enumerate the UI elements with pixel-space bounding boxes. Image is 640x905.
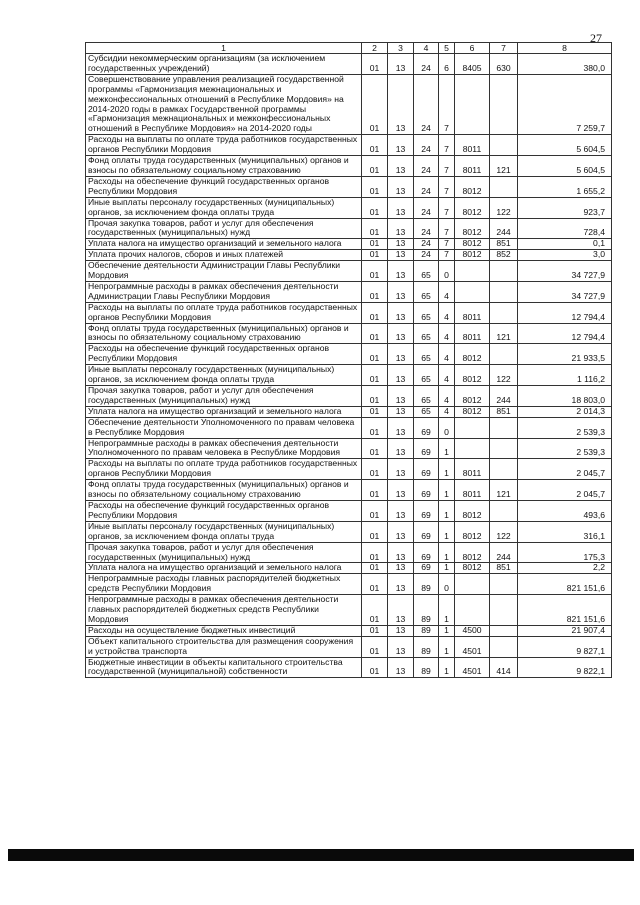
subsection-code-cell: 13 — [388, 500, 414, 521]
table-body — [86, 54, 612, 678]
section-code-cell: 01 — [362, 625, 388, 636]
section-code-cell: 01 — [362, 657, 388, 678]
row-name-cell: Иные выплаты персоналу государственных (муниципальных) органов, за исключением фонда оплаты труда — [86, 521, 362, 542]
row-name-cell: Обеспечение деятельности Администрации Главы Республики Мордовия — [86, 261, 362, 282]
subprogram-code-cell: 7 — [439, 250, 455, 261]
subsection-code-cell: 13 — [388, 197, 414, 218]
section-code-cell: 01 — [362, 438, 388, 459]
expense-code-cell: 8011 — [455, 459, 490, 480]
subsection-code-cell: 13 — [388, 74, 414, 134]
row-name-cell: Расходы на обеспечение функций государственных органов Республики Мордовия — [86, 344, 362, 365]
expense-code-cell: 8011 — [455, 480, 490, 501]
section-code-cell: 01 — [362, 239, 388, 250]
type-code-cell — [490, 595, 518, 626]
section-code-cell: 01 — [362, 480, 388, 501]
amount-cell: 2 014,3 — [518, 406, 612, 417]
section-code-cell: 01 — [362, 74, 388, 134]
subsection-code-cell: 13 — [388, 323, 414, 344]
section-code-cell: 01 — [362, 574, 388, 595]
table-row — [86, 459, 612, 480]
subprogram-code-cell: 1 — [439, 480, 455, 501]
type-code-cell — [490, 281, 518, 302]
table-row — [86, 636, 612, 657]
subprogram-code-cell: 4 — [439, 406, 455, 417]
subprogram-code-cell: 1 — [439, 542, 455, 563]
table-row — [86, 365, 612, 386]
row-name-cell: Непрограммные расходы в рамках обеспечения деятельности Администрации Главы Республики Мордовия — [86, 281, 362, 302]
section-code-cell: 01 — [362, 406, 388, 417]
row-name-cell: Уплата налога на имущество организаций и земельного налога — [86, 563, 362, 574]
expense-code-cell: 4500 — [455, 625, 490, 636]
amount-cell: 175,3 — [518, 542, 612, 563]
table-row — [86, 500, 612, 521]
type-code-cell: 851 — [490, 406, 518, 417]
section-code-cell: 01 — [362, 54, 388, 75]
row-name-cell: Совершенствование управления реализацией государственной программы «Гармонизация межнациональных и межконфессиональных отношений в Республике Мордовия» на 2014-2020 годы в рамках Государственной программы «Гармонизация межнациональных и межконфессиональных отношений в Республике Мордовия» на 2014-2020 годы — [86, 74, 362, 134]
amount-cell: 12 794,4 — [518, 323, 612, 344]
subprogram-code-cell: 4 — [439, 302, 455, 323]
type-code-cell — [490, 261, 518, 282]
expense-code-cell — [455, 438, 490, 459]
subprogram-code-cell: 0 — [439, 574, 455, 595]
type-code-cell — [490, 302, 518, 323]
row-name-cell: Уплата налога на имущество организаций и земельного налога — [86, 406, 362, 417]
column-header-3: 3 — [388, 43, 414, 54]
expense-code-cell: 8012 — [455, 406, 490, 417]
section-code-cell: 01 — [362, 386, 388, 407]
type-code-cell: 414 — [490, 657, 518, 678]
subsection-code-cell: 13 — [388, 250, 414, 261]
column-header-6: 6 — [455, 43, 490, 54]
type-code-cell — [490, 438, 518, 459]
row-name-cell: Уплата прочих налогов, сборов и иных платежей — [86, 250, 362, 261]
type-code-cell — [490, 574, 518, 595]
subsection-code-cell: 13 — [388, 386, 414, 407]
expense-code-cell: 8012 — [455, 250, 490, 261]
program-code-cell: 69 — [414, 480, 439, 501]
type-code-cell — [490, 500, 518, 521]
section-code-cell: 01 — [362, 250, 388, 261]
expense-code-cell — [455, 281, 490, 302]
subprogram-code-cell: 7 — [439, 239, 455, 250]
expense-code-cell — [455, 74, 490, 134]
expense-code-cell: 8012 — [455, 218, 490, 239]
program-code-cell: 65 — [414, 344, 439, 365]
row-name-cell: Фонд оплаты труда государственных (муниципальных) органов и взносы по обязательному социальному страхованию — [86, 323, 362, 344]
expense-code-cell: 8011 — [455, 302, 490, 323]
expense-code-cell — [455, 595, 490, 626]
row-name-cell: Непрограммные расходы главных распорядителей бюджетных средств Республики Мордовия — [86, 574, 362, 595]
table-row — [86, 595, 612, 626]
row-name-cell: Прочая закупка товаров, работ и услуг для обеспечения государственных (муниципальных) нужд — [86, 218, 362, 239]
amount-cell: 21 933,5 — [518, 344, 612, 365]
section-code-cell: 01 — [362, 563, 388, 574]
type-code-cell: 244 — [490, 542, 518, 563]
amount-cell: 3,0 — [518, 250, 612, 261]
table-row — [86, 135, 612, 156]
section-code-cell: 01 — [362, 500, 388, 521]
section-code-cell: 01 — [362, 365, 388, 386]
amount-cell: 34 727,9 — [518, 261, 612, 282]
program-code-cell: 69 — [414, 500, 439, 521]
table-row — [86, 261, 612, 282]
amount-cell: 316,1 — [518, 521, 612, 542]
page-number: 27 — [590, 31, 602, 45]
program-code-cell: 24 — [414, 74, 439, 134]
table-row — [86, 176, 612, 197]
row-name-cell: Расходы на обеспечение функций государственных органов Республики Мордовия — [86, 500, 362, 521]
amount-cell: 2 539,3 — [518, 438, 612, 459]
program-code-cell: 69 — [414, 417, 439, 438]
type-code-cell: 122 — [490, 521, 518, 542]
program-code-cell: 24 — [414, 176, 439, 197]
program-code-cell: 65 — [414, 323, 439, 344]
subprogram-code-cell: 1 — [439, 438, 455, 459]
type-code-cell: 121 — [490, 156, 518, 177]
subprogram-code-cell: 1 — [439, 563, 455, 574]
expense-code-cell: 8012 — [455, 197, 490, 218]
program-code-cell: 69 — [414, 438, 439, 459]
subsection-code-cell: 13 — [388, 625, 414, 636]
table-row — [86, 281, 612, 302]
amount-cell: 5 604,5 — [518, 135, 612, 156]
program-code-cell: 24 — [414, 197, 439, 218]
subsection-code-cell: 13 — [388, 636, 414, 657]
section-code-cell: 01 — [362, 176, 388, 197]
row-name-cell: Прочая закупка товаров, работ и услуг для обеспечения государственных (муниципальных) нужд — [86, 542, 362, 563]
subprogram-code-cell: 0 — [439, 417, 455, 438]
column-header-1: 1 — [86, 43, 362, 54]
type-code-cell — [490, 625, 518, 636]
program-code-cell: 89 — [414, 636, 439, 657]
table-row — [86, 323, 612, 344]
program-code-cell: 24 — [414, 156, 439, 177]
row-name-cell: Расходы на выплаты по оплате труда работников государственных органов Республики Мордовия — [86, 459, 362, 480]
subprogram-code-cell: 1 — [439, 459, 455, 480]
subsection-code-cell: 13 — [388, 459, 414, 480]
subprogram-code-cell: 7 — [439, 176, 455, 197]
type-code-cell — [490, 344, 518, 365]
expense-code-cell: 8012 — [455, 500, 490, 521]
expense-code-cell: 8012 — [455, 563, 490, 574]
program-code-cell: 89 — [414, 625, 439, 636]
scan-edge-bar — [8, 849, 634, 861]
row-name-cell: Фонд оплаты труда государственных (муниципальных) органов и взносы по обязательному социальному страхованию — [86, 480, 362, 501]
program-code-cell: 24 — [414, 54, 439, 75]
table-header-row — [86, 43, 612, 54]
amount-cell: 380,0 — [518, 54, 612, 75]
type-code-cell: 851 — [490, 239, 518, 250]
table-row — [86, 657, 612, 678]
type-code-cell: 121 — [490, 323, 518, 344]
subsection-code-cell: 13 — [388, 344, 414, 365]
amount-cell: 5 604,5 — [518, 156, 612, 177]
subsection-code-cell: 13 — [388, 480, 414, 501]
subprogram-code-cell: 4 — [439, 365, 455, 386]
table-row — [86, 417, 612, 438]
expense-code-cell: 4501 — [455, 636, 490, 657]
section-code-cell: 01 — [362, 156, 388, 177]
expense-code-cell: 8011 — [455, 156, 490, 177]
expense-code-cell: 8405 — [455, 54, 490, 75]
table-row — [86, 480, 612, 501]
subprogram-code-cell: 7 — [439, 218, 455, 239]
row-name-cell: Обеспечение деятельности Уполномоченного по правам человека в Республике Мордовия — [86, 417, 362, 438]
amount-cell: 2 045,7 — [518, 480, 612, 501]
subsection-code-cell: 13 — [388, 438, 414, 459]
row-name-cell: Расходы на обеспечение функций государственных органов Республики Мордовия — [86, 176, 362, 197]
subsection-code-cell: 13 — [388, 574, 414, 595]
section-code-cell: 01 — [362, 417, 388, 438]
type-code-cell: 122 — [490, 197, 518, 218]
program-code-cell: 69 — [414, 542, 439, 563]
amount-cell: 0,1 — [518, 239, 612, 250]
table-row — [86, 197, 612, 218]
row-name-cell: Непрограммные расходы в рамках обеспечения деятельности главных распорядителей бюджетных средств Республики Мордовия — [86, 595, 362, 626]
type-code-cell: 630 — [490, 54, 518, 75]
subsection-code-cell: 13 — [388, 563, 414, 574]
amount-cell: 7 259,7 — [518, 74, 612, 134]
section-code-cell: 01 — [362, 344, 388, 365]
subprogram-code-cell: 1 — [439, 521, 455, 542]
section-code-cell: 01 — [362, 542, 388, 563]
section-code-cell: 01 — [362, 135, 388, 156]
table-row — [86, 156, 612, 177]
subsection-code-cell: 13 — [388, 281, 414, 302]
expense-code-cell — [455, 574, 490, 595]
subprogram-code-cell: 4 — [439, 323, 455, 344]
program-code-cell: 24 — [414, 250, 439, 261]
table-row — [86, 239, 612, 250]
type-code-cell — [490, 74, 518, 134]
section-code-cell: 01 — [362, 197, 388, 218]
expense-code-cell: 8012 — [455, 176, 490, 197]
type-code-cell: 122 — [490, 365, 518, 386]
subsection-code-cell: 13 — [388, 417, 414, 438]
expense-code-cell — [455, 417, 490, 438]
table-row — [86, 344, 612, 365]
subprogram-code-cell: 1 — [439, 500, 455, 521]
program-code-cell: 24 — [414, 239, 439, 250]
table-row — [86, 218, 612, 239]
subprogram-code-cell: 4 — [439, 281, 455, 302]
subprogram-code-cell: 7 — [439, 156, 455, 177]
row-name-cell: Прочая закупка товаров, работ и услуг для обеспечения государственных (муниципальных) нужд — [86, 386, 362, 407]
subprogram-code-cell: 4 — [439, 344, 455, 365]
type-code-cell — [490, 417, 518, 438]
expense-code-cell: 8012 — [455, 239, 490, 250]
type-code-cell — [490, 176, 518, 197]
type-code-cell — [490, 135, 518, 156]
program-code-cell: 65 — [414, 365, 439, 386]
amount-cell: 493,6 — [518, 500, 612, 521]
amount-cell: 18 803,0 — [518, 386, 612, 407]
table-row — [86, 542, 612, 563]
subsection-code-cell: 13 — [388, 239, 414, 250]
section-code-cell: 01 — [362, 521, 388, 542]
amount-cell: 9 822,1 — [518, 657, 612, 678]
amount-cell: 34 727,9 — [518, 281, 612, 302]
subprogram-code-cell: 7 — [439, 135, 455, 156]
expense-code-cell: 8012 — [455, 542, 490, 563]
section-code-cell: 01 — [362, 261, 388, 282]
amount-cell: 2,2 — [518, 563, 612, 574]
expense-code-cell: 8011 — [455, 323, 490, 344]
row-name-cell: Фонд оплаты труда государственных (муниципальных) органов и взносы по обязательному социальному страхованию — [86, 156, 362, 177]
subsection-code-cell: 13 — [388, 218, 414, 239]
type-code-cell — [490, 636, 518, 657]
table-row — [86, 521, 612, 542]
subsection-code-cell: 13 — [388, 176, 414, 197]
amount-cell: 9 827,1 — [518, 636, 612, 657]
table-row — [86, 625, 612, 636]
table-row — [86, 74, 612, 134]
program-code-cell: 89 — [414, 657, 439, 678]
table-row — [86, 302, 612, 323]
amount-cell: 821 151,6 — [518, 574, 612, 595]
subsection-code-cell: 13 — [388, 595, 414, 626]
expense-code-cell: 8012 — [455, 521, 490, 542]
row-name-cell: Бюджетные инвестиции в объекты капитального строительства государственной (муниципальной) собственности — [86, 657, 362, 678]
program-code-cell: 65 — [414, 261, 439, 282]
type-code-cell: 121 — [490, 480, 518, 501]
row-name-cell: Уплата налога на имущество организаций и земельного налога — [86, 239, 362, 250]
program-code-cell: 69 — [414, 459, 439, 480]
table-row — [86, 54, 612, 75]
row-name-cell: Расходы на выплаты по оплате труда работников государственных органов Республики Мордовия — [86, 302, 362, 323]
section-code-cell: 01 — [362, 323, 388, 344]
subsection-code-cell: 13 — [388, 365, 414, 386]
table-row — [86, 563, 612, 574]
subsection-code-cell: 13 — [388, 657, 414, 678]
subsection-code-cell: 13 — [388, 261, 414, 282]
expense-code-cell: 8011 — [455, 135, 490, 156]
subsection-code-cell: 13 — [388, 54, 414, 75]
subsection-code-cell: 13 — [388, 542, 414, 563]
budget-table — [85, 42, 612, 678]
row-name-cell: Объект капитального строительства для размещения сооружения и устройства транспорта — [86, 636, 362, 657]
program-code-cell: 89 — [414, 595, 439, 626]
table-row — [86, 574, 612, 595]
section-code-cell: 01 — [362, 302, 388, 323]
row-name-cell: Иные выплаты персоналу государственных (муниципальных) органов, за исключением фонда оплаты труда — [86, 197, 362, 218]
column-header-7: 7 — [490, 43, 518, 54]
subprogram-code-cell: 0 — [439, 261, 455, 282]
row-name-cell: Расходы на выплаты по оплате труда работников государственных органов Республики Мордовия — [86, 135, 362, 156]
expense-code-cell: 8012 — [455, 365, 490, 386]
type-code-cell: 244 — [490, 386, 518, 407]
row-name-cell: Непрограммные расходы в рамках обеспечения деятельности Уполномоченного по правам человека в Республике Мордовия — [86, 438, 362, 459]
program-code-cell: 65 — [414, 302, 439, 323]
subprogram-code-cell: 6 — [439, 54, 455, 75]
subprogram-code-cell: 1 — [439, 625, 455, 636]
row-name-cell: Субсидии некоммерческим организациям (за исключением государственных учреждений) — [86, 54, 362, 75]
program-code-cell: 69 — [414, 521, 439, 542]
amount-cell: 1 116,2 — [518, 365, 612, 386]
subprogram-code-cell: 7 — [439, 74, 455, 134]
subprogram-code-cell: 1 — [439, 636, 455, 657]
program-code-cell: 89 — [414, 574, 439, 595]
expense-code-cell: 4501 — [455, 657, 490, 678]
amount-cell: 821 151,6 — [518, 595, 612, 626]
type-code-cell: 244 — [490, 218, 518, 239]
table-row — [86, 250, 612, 261]
amount-cell: 923,7 — [518, 197, 612, 218]
column-header-5: 5 — [439, 43, 455, 54]
subprogram-code-cell: 4 — [439, 386, 455, 407]
amount-cell: 1 655,2 — [518, 176, 612, 197]
type-code-cell — [490, 459, 518, 480]
program-code-cell: 65 — [414, 386, 439, 407]
table-row — [86, 438, 612, 459]
type-code-cell: 852 — [490, 250, 518, 261]
program-code-cell: 65 — [414, 406, 439, 417]
expense-code-cell: 8012 — [455, 386, 490, 407]
subsection-code-cell: 13 — [388, 156, 414, 177]
amount-cell: 21 907,4 — [518, 625, 612, 636]
amount-cell: 12 794,4 — [518, 302, 612, 323]
amount-cell: 728,4 — [518, 218, 612, 239]
subprogram-code-cell: 7 — [439, 197, 455, 218]
subsection-code-cell: 13 — [388, 302, 414, 323]
column-header-4: 4 — [414, 43, 439, 54]
subsection-code-cell: 13 — [388, 521, 414, 542]
subprogram-code-cell: 1 — [439, 595, 455, 626]
expense-code-cell — [455, 261, 490, 282]
program-code-cell: 69 — [414, 563, 439, 574]
amount-cell: 2 539,3 — [518, 417, 612, 438]
program-code-cell: 24 — [414, 135, 439, 156]
row-name-cell: Расходы на осуществление бюджетных инвестиций — [86, 625, 362, 636]
subsection-code-cell: 13 — [388, 135, 414, 156]
column-header-2: 2 — [362, 43, 388, 54]
section-code-cell: 01 — [362, 636, 388, 657]
expense-code-cell: 8012 — [455, 344, 490, 365]
row-name-cell: Иные выплаты персоналу государственных (муниципальных) органов, за исключением фонда оплаты труда — [86, 365, 362, 386]
amount-cell: 2 045,7 — [518, 459, 612, 480]
program-code-cell: 65 — [414, 281, 439, 302]
table-row — [86, 386, 612, 407]
subsection-code-cell: 13 — [388, 406, 414, 417]
subprogram-code-cell: 1 — [439, 657, 455, 678]
type-code-cell: 851 — [490, 563, 518, 574]
column-header-8: 8 — [518, 43, 612, 54]
section-code-cell: 01 — [362, 218, 388, 239]
section-code-cell: 01 — [362, 281, 388, 302]
program-code-cell: 24 — [414, 218, 439, 239]
table-row — [86, 406, 612, 417]
section-code-cell: 01 — [362, 595, 388, 626]
section-code-cell: 01 — [362, 459, 388, 480]
